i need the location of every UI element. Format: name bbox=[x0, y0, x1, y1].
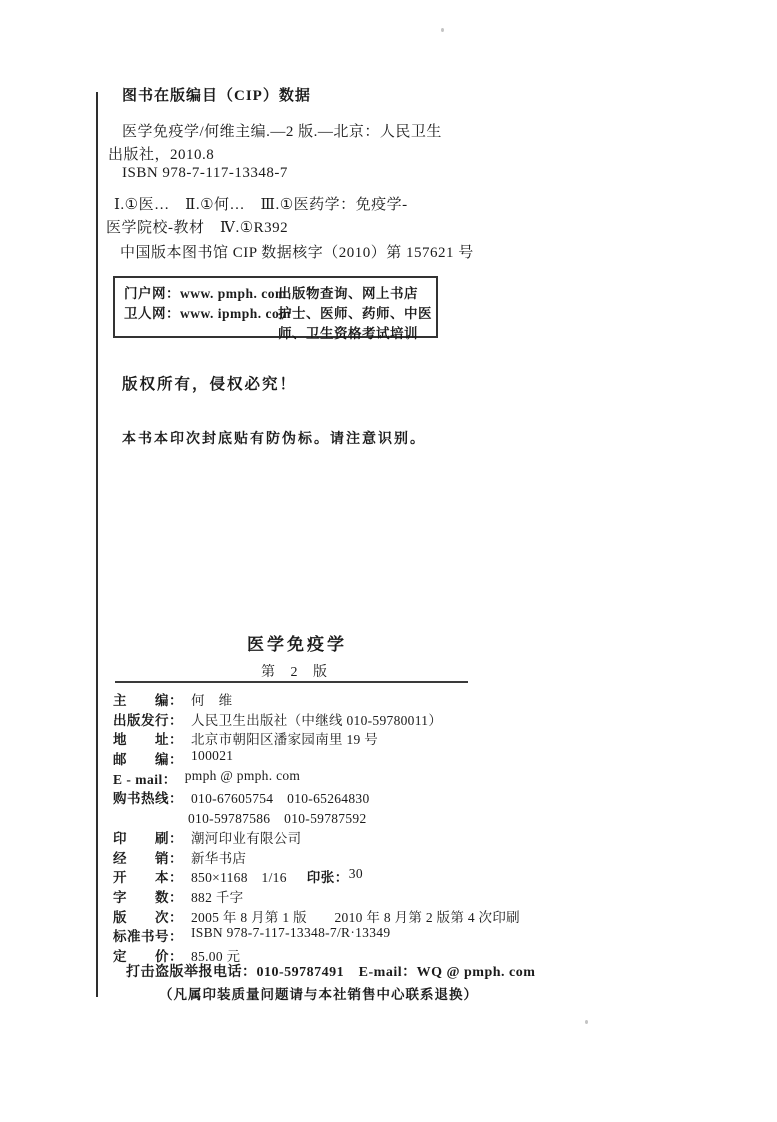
edition-label: 第 2 版 bbox=[261, 665, 333, 680]
cip-classification-line1: Ⅰ.①医… Ⅱ.①何… Ⅲ.①医药学：免疫学- bbox=[114, 197, 408, 213]
row-label: 定 价： bbox=[113, 948, 183, 964]
row-value: 850×1168 1/16 bbox=[191, 870, 287, 886]
row-value: 882 千字 bbox=[191, 889, 244, 905]
copyright-notice: 版权所有，侵权必究！ bbox=[122, 376, 298, 393]
anti-piracy-hotline: 打击盗版举报电话：010-59787491 E-mail：WQ @ pmph. com bbox=[126, 965, 536, 980]
title-divider-rule bbox=[115, 681, 468, 683]
row-label: 邮 编： bbox=[113, 752, 183, 768]
colophon-block bbox=[113, 689, 533, 965]
return-policy-note: （凡属印装质量问题请与本社销售中心联系退换） bbox=[159, 987, 478, 1002]
colophon-row-address bbox=[113, 728, 533, 748]
portal-site-desc: 出版物查询、网上书店 bbox=[278, 286, 418, 301]
row-value: ISBN 978-7-117-13348-7/R·13349 bbox=[191, 925, 391, 941]
title-block bbox=[110, 630, 484, 681]
row-value: 人民卫生出版社（中继线 010-59780011） bbox=[191, 712, 443, 728]
scan-speck bbox=[441, 28, 444, 32]
row-label: 经 销： bbox=[113, 850, 183, 866]
row-label: 标准书号： bbox=[113, 929, 183, 945]
colophon-row-format bbox=[113, 866, 533, 886]
row-value: 北京市朝阳区潘家园南里 19 号 bbox=[191, 732, 379, 748]
left-vertical-rule bbox=[96, 92, 98, 997]
row-label: E - mail： bbox=[113, 771, 177, 787]
colophon-row-hotline-cont bbox=[113, 807, 533, 827]
row-value: pmph @ pmph. com bbox=[184, 767, 301, 783]
portal-site-label: 门户网：www. pmph. com bbox=[124, 286, 287, 301]
cip-record-number: 中国版本图书馆 CIP 数据核字（2010）第 157621 号 bbox=[120, 245, 474, 261]
row-label: 购书热线： bbox=[113, 791, 183, 807]
row-label-sheets: 印张： bbox=[306, 870, 349, 886]
cip-classification-line2: 医学院校-教材 Ⅳ.①R392 bbox=[106, 220, 289, 236]
colophon-row-standard-isbn bbox=[113, 925, 533, 945]
row-value: 100021 bbox=[191, 748, 234, 764]
row-value: 010-59787586 010-59787592 bbox=[188, 811, 367, 827]
book-title: 医学免疫学 bbox=[247, 635, 347, 654]
row-value: 潮河印业有限公司 bbox=[191, 830, 302, 846]
row-value: 2005 年 8 月第 1 版 2010 年 8 月第 2 版第 4 次印刷 bbox=[191, 909, 520, 925]
cip-description-line1: 医学免疫学/何维主编.—2 版.—北京：人民卫生 bbox=[122, 124, 442, 140]
publisher-website-box bbox=[113, 276, 438, 341]
cip-header: 图书在版编目（CIP）数据 bbox=[122, 88, 311, 104]
cip-isbn: ISBN 978-7-117-13348-7 bbox=[122, 165, 288, 181]
colophon-row-hotline bbox=[113, 787, 533, 807]
colophon-row-email bbox=[113, 768, 533, 788]
anti-counterfeit-notice: 本书本印次封底贴有防伪标。请注意识别。 bbox=[122, 432, 426, 447]
colophon-row-distributor bbox=[113, 847, 533, 867]
row-label: 开 本： bbox=[113, 870, 183, 886]
health-site-desc-line2: 师、卫生资格考试培训 bbox=[278, 326, 418, 341]
row-label: 版 次： bbox=[113, 909, 183, 925]
colophon-row-publisher bbox=[113, 709, 533, 729]
row-label: 印 刷： bbox=[113, 830, 183, 846]
row-label: 地 址： bbox=[113, 732, 183, 748]
health-site-label: 卫人网：www. ipmph. com bbox=[124, 306, 292, 321]
row-label: 字 数： bbox=[113, 889, 183, 905]
row-label: 主 编： bbox=[113, 693, 183, 708]
scan-speck bbox=[585, 1020, 588, 1024]
colophon-row-postcode bbox=[113, 748, 533, 768]
colophon-row-editor bbox=[113, 689, 533, 709]
row-value-sheets: 30 bbox=[348, 866, 363, 882]
row-value: 新华书店 bbox=[191, 850, 247, 866]
row-value: 何 维 bbox=[191, 693, 233, 708]
colophon-row-printer bbox=[113, 827, 533, 847]
colophon-row-wordcount bbox=[113, 886, 533, 906]
health-site-desc-line1: 护士、医师、药师、中医 bbox=[278, 306, 432, 321]
cip-description-line2: 出版社，2010.8 bbox=[108, 147, 215, 163]
row-value: 85.00 元 bbox=[191, 948, 241, 964]
row-label: 出版发行： bbox=[113, 712, 183, 728]
row-value: 010-67605754 010-65264830 bbox=[191, 791, 370, 807]
colophon-row-edition-history bbox=[113, 906, 533, 926]
